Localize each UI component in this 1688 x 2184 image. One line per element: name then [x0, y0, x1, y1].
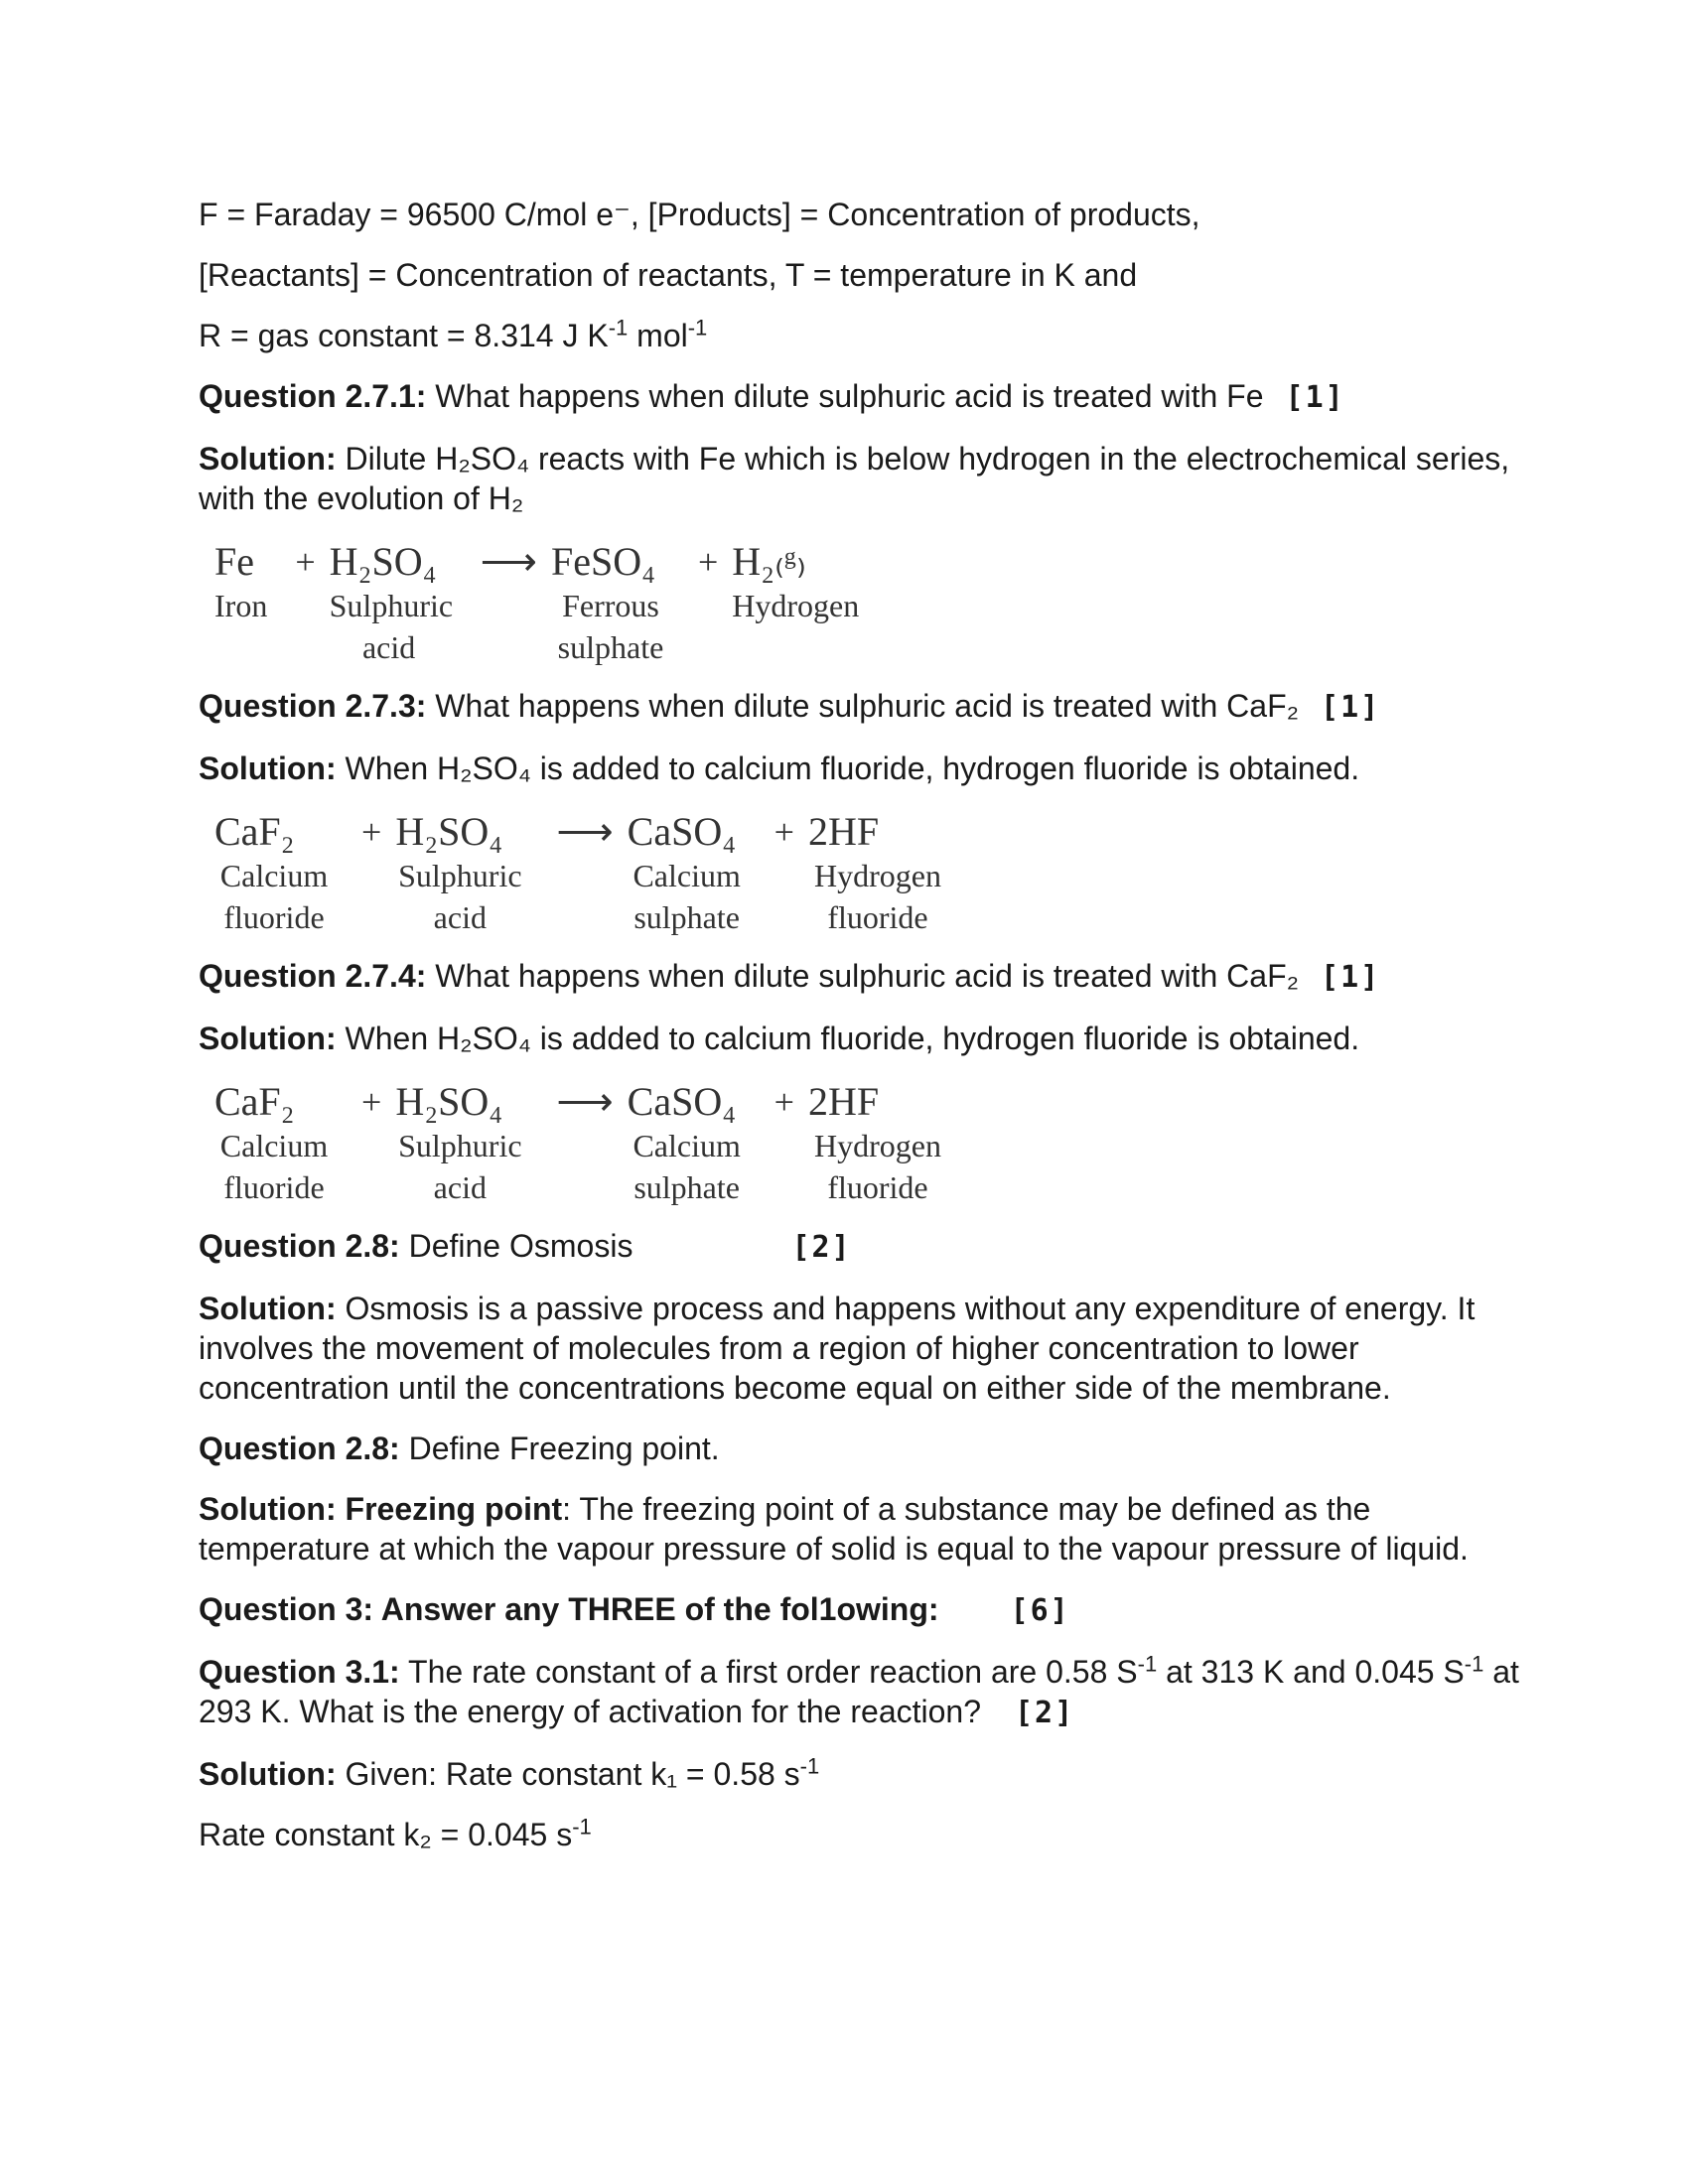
equation-caf2-h2so4 [214, 809, 1519, 938]
question-2-8-osmosis [199, 1226, 1519, 1268]
reaction-arrow: ⟶ [556, 1079, 610, 1124]
solution-text: Rate constant k₂ = 0.045 s [199, 1817, 573, 1852]
superscript: -1 [1137, 1651, 1158, 1677]
reactant-name: Calcium fluoride [219, 858, 329, 935]
gas-constant-text: R = gas constant = 8.314 J K [199, 318, 609, 353]
product-formula: 2HF [807, 1079, 880, 1124]
reactants-text: [Reactants] = Concentration of reactants, T = temperature in K and [199, 257, 1138, 293]
superscript: -1 [572, 1814, 592, 1840]
product-formula: CaSO₄ [627, 809, 737, 854]
superscript: -1 [687, 315, 708, 341]
question-text: What happens when dilute sulphuric acid is treated with CaF₂ [426, 688, 1300, 724]
solution-label: Solution: [199, 1756, 337, 1792]
question-2-7-3 [199, 686, 1519, 728]
marks-badge: [2] [1015, 1696, 1075, 1730]
reactant-formula: Fe [214, 539, 254, 584]
faraday-text: F = Faraday = 96500 C/mol e⁻, [Products] = Concentration of products, [199, 197, 1200, 232]
reactant-name: Sulphuric acid [398, 1128, 522, 1205]
reactant-name: Sulphuric acid [329, 588, 454, 665]
product-name: Calcium sulphate [633, 858, 741, 935]
solution-text: Given: Rate constant k₁ = 0.58 s [336, 1756, 800, 1792]
plus-sign: + [697, 542, 719, 582]
solution-label: Solution: [199, 441, 337, 477]
superscript: -1 [608, 315, 629, 341]
question-label: Question 3: Answer any THREE of the fol1owing: [199, 1591, 939, 1627]
gas-constant-unit: mol [628, 318, 688, 353]
rate-constant-k2 [199, 1815, 1519, 1854]
product-name: Calcium sulphate [633, 1128, 741, 1205]
solution-label: Solution: [199, 1291, 337, 1326]
question-text: Define Osmosis [399, 1228, 633, 1264]
reactant-name: Calcium fluoride [219, 1128, 329, 1205]
product-formula: FeSO₄ [550, 539, 656, 584]
question-label: Question 2.7.1: [199, 378, 427, 414]
solution-label: Solution: [199, 1021, 337, 1056]
solution-text: : The freezing point of a substance may be defined as the temperature at which the vapour pressure of solid is equal to the vapour pressure of liquid. [199, 1491, 1469, 1567]
plus-sign: + [774, 1082, 794, 1122]
reactants-line [199, 255, 1519, 295]
product-name: Hydrogen [732, 588, 860, 623]
solution-2-8-osmosis [199, 1289, 1519, 1408]
question-3-heading [199, 1589, 1519, 1631]
reaction-arrow: ⟶ [556, 809, 610, 854]
marks-badge: [6] [1010, 1593, 1070, 1628]
question-text: at 293 K. What is the energy of activation for the reaction? [199, 1654, 1519, 1729]
solution-3-1 [199, 1754, 1519, 1794]
superscript: -1 [1464, 1651, 1484, 1677]
solution-text: When H₂SO₄ is added to calcium fluoride, hydrogen fluoride is obtained. [336, 1021, 1360, 1056]
product-formula: CaSO₄ [627, 1079, 737, 1124]
solution-2-7-3 [199, 749, 1519, 788]
question-label: Question 2.7.4: [199, 958, 427, 994]
plus-sign: + [361, 1082, 382, 1122]
question-label: Question 3.1: [199, 1654, 400, 1690]
solution-2-7-1 [199, 439, 1519, 518]
product-name: Hydrogen fluoride [813, 858, 941, 935]
solution-label: Solution: [199, 751, 337, 786]
solution-label: Solution: Freezing point [199, 1491, 563, 1527]
marks-badge: [1] [1285, 380, 1345, 415]
question-text: Define Freezing point. [399, 1431, 720, 1466]
faraday-line [199, 195, 1519, 234]
question-2-7-4 [199, 956, 1519, 998]
reactant-name: Sulphuric acid [398, 858, 522, 935]
solution-text: Dilute H₂SO₄ reacts with Fe which is below hydrogen in the electrochemical series, with the evolution of H₂ [199, 441, 1510, 516]
question-label: Question 2.8: [199, 1228, 400, 1264]
product-name: Hydrogen fluoride [813, 1128, 941, 1205]
question-text: at 313 K and 0.045 S [1157, 1654, 1465, 1690]
question-2-8-freezing [199, 1429, 1519, 1468]
reactant-formula: H₂SO₄ [395, 1079, 503, 1124]
product-formula: 2HF [807, 809, 880, 854]
plus-sign: + [361, 812, 382, 852]
reactant-formula: H₂SO₄ [395, 809, 503, 854]
plus-sign: + [774, 812, 794, 852]
marks-badge: [1] [1321, 960, 1381, 995]
question-3-1 [199, 1652, 1519, 1733]
marks-badge: [1] [1321, 690, 1381, 725]
question-2-7-1 [199, 376, 1519, 418]
document-page [199, 195, 1519, 1875]
question-label: Question 2.7.3: [199, 688, 427, 724]
reactant-formula: CaF₂ [214, 1079, 295, 1124]
reaction-arrow: ⟶ [480, 539, 533, 584]
equation-fe-h2so4 [214, 539, 1519, 668]
solution-2-7-4 [199, 1019, 1519, 1058]
plus-sign: + [295, 542, 316, 582]
question-text: What happens when dilute sulphuric acid is treated with CaF₂ [426, 958, 1300, 994]
reactant-formula: H₂SO₄ [329, 539, 437, 584]
marks-badge: [2] [791, 1230, 852, 1265]
solution-text: When H₂SO₄ is added to calcium fluoride, hydrogen fluoride is obtained. [336, 751, 1360, 786]
product-name: Ferrous sulphate [557, 588, 664, 665]
superscript: -1 [799, 1753, 820, 1779]
solution-2-8-freezing [199, 1489, 1519, 1569]
question-text: The rate constant of a first order reaction are 0.58 S [399, 1654, 1138, 1690]
question-label: Question 2.8: [199, 1431, 400, 1466]
equation-caf2-h2so4-repeat [214, 1079, 1519, 1208]
reactant-name: Iron [214, 588, 268, 623]
solution-text: Osmosis is a passive process and happens without any expenditure of energy. It involves the movement of molecules from a region of higher concentration to lower concentration until the concentrations become equal on either side of the membrane. [199, 1291, 1476, 1406]
question-text: What happens when dilute sulphuric acid is treated with Fe [426, 378, 1264, 414]
gas-constant-line [199, 316, 1519, 355]
reactant-formula: CaF₂ [214, 809, 295, 854]
product-formula: H₂₍ᵍ₎ [732, 539, 806, 584]
